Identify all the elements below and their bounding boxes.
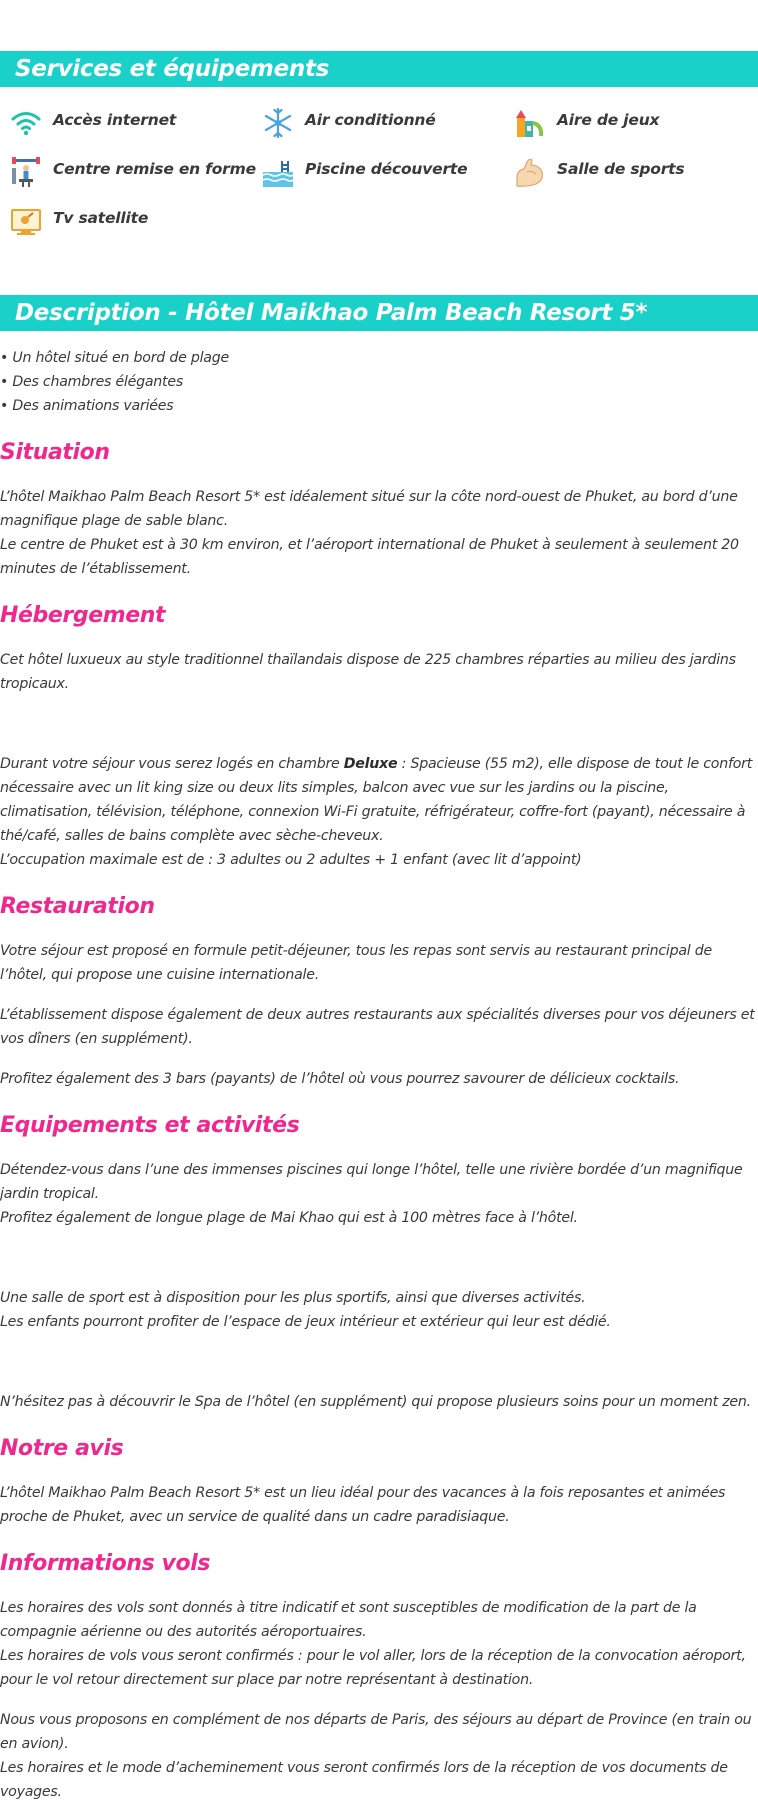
restauration-text: L’établissement dispose également de deux autres restaurants aux spécialités diverses pour vos déjeuners et vos dîners (en supplément). — [0, 1007, 755, 1047]
hebergement-text: Cet hôtel luxueux au style traditionnel thaïlandais dispose de 225 chambres réparties au milieu des jardins tropicaux. — [0, 652, 736, 692]
room-type: Deluxe — [343, 756, 398, 772]
vols-text: Nous vous proposons en complément de nos départs de Paris, des séjours au départ de Province (en train ou en avion). — [0, 1712, 752, 1752]
equipements-text: Une salle de sport est à disposition pour les plus sportifs, ainsi que diverses activités. — [0, 1290, 586, 1306]
service-item-internet — [0, 105, 240, 141]
restauration-text: Votre séjour est proposé en formule petit-déjeuner, tous les repas sont servis au restaurant principal de l’hôtel, qui propose une cuisine internationale. — [0, 943, 712, 983]
situation-text: L’hôtel Maikhao Palm Beach Resort 5* est idéalement situé sur la côte nord-ouest de Phuket, au bord d’une magnifique plage de sable blanc. — [0, 489, 738, 529]
service-label: Air conditionné — [305, 111, 436, 129]
service-label: Accès internet — [53, 111, 177, 129]
fitness-icon — [10, 156, 42, 188]
heading-hebergement: Hébergement — [0, 603, 166, 628]
list-item: • Des animations variées — [0, 398, 174, 414]
service-item-aircon — [252, 105, 492, 141]
equipements-text: Détendez-vous dans l’une des immenses piscines qui longe l’hôtel, telle une rivière bordée d’un magnifique jardin tropical. — [0, 1162, 743, 1202]
muscle-icon — [514, 156, 546, 188]
highlights-list — [0, 346, 756, 418]
pool-icon — [262, 156, 294, 188]
snowflake-icon — [262, 107, 294, 139]
list-item: • Un hôtel situé en bord de plage — [0, 350, 229, 366]
service-label: Salle de sports — [557, 160, 685, 178]
equipements-text: Profitez également de longue plage de Mai Khao qui est à 100 mètres face à l’hôtel. — [0, 1210, 578, 1226]
restauration-text: Profitez également des 3 bars (payants) de l’hôtel où vous pourrez savourer de délicieux cocktails. — [0, 1071, 680, 1087]
list-item: • Des chambres élégantes — [0, 374, 183, 390]
service-item-playground — [504, 105, 744, 141]
heading-restauration: Restauration — [0, 894, 155, 919]
service-label: Tv satellite — [53, 209, 149, 227]
vols-text: Les horaires de vols vous seront confirmés : pour le vol aller, lors de la réception de la convocation aéroport, pour le vol retour directement sur place par notre représentant à destination. — [0, 1648, 746, 1688]
playground-icon — [514, 107, 546, 139]
vols-text: Les horaires et le mode d’acheminement vous seront confirmés lors de la réception de vos documents de voyages. — [0, 1760, 728, 1800]
service-item-tv — [0, 203, 240, 239]
hebergement-occupancy: L’occupation maximale est de : 3 adultes ou 2 adultes + 1 enfant (avec lit d’appoint) — [0, 852, 582, 868]
hebergement-room-text: Durant votre séjour vous serez logés en chambre Deluxe : Spacieuse (55 m2), elle dispose de tout le confort nécessaire avec un lit king size ou deux lits simples, balcon avec vue sur les jardins ou la piscine, climatisation, télévision, téléphone, connexion Wi-Fi gratuite, réfrigérateur, coffre-fort (payant), nécessaire à thé/café, salles de bains complète avec sèche-cheveux. — [0, 756, 753, 844]
service-item-pool — [252, 154, 492, 190]
description-content — [0, 346, 756, 1804]
service-item-gym — [504, 154, 744, 190]
heading-avis: Notre avis — [0, 1436, 124, 1461]
vols-text: Les horaires des vols sont donnés à titre indicatif et sont susceptibles de modification de la part de la compagnie aérienne ou des autorités aéroportuaires. — [0, 1600, 697, 1640]
heading-equipements: Equipements et activités — [0, 1113, 300, 1138]
wifi-icon — [10, 107, 42, 139]
service-label: Aire de jeux — [557, 111, 660, 129]
services-title: Services et équipements — [0, 51, 758, 87]
service-label: Centre remise en forme — [53, 160, 256, 178]
heading-vols: Informations vols — [0, 1551, 211, 1576]
heading-situation: Situation — [0, 440, 110, 465]
service-item-fitness — [0, 154, 256, 190]
situation-text: Le centre de Phuket est à 30 km environ, et l’aéroport international de Phuket à seulement à seulement 20 minutes de l’établissement. — [0, 537, 739, 577]
service-label: Piscine découverte — [305, 160, 468, 178]
equipements-text: Les enfants pourront profiter de l’espace de jeux intérieur et extérieur qui leur est dédié. — [0, 1314, 611, 1330]
tv-icon — [10, 205, 42, 237]
description-title: Description - Hôtel Maikhao Palm Beach Resort 5* — [0, 295, 758, 331]
equipements-text: N’hésitez pas à découvrir le Spa de l’hôtel (en supplément) qui propose plusieurs soins pour un moment zen. — [0, 1394, 751, 1410]
avis-text: L’hôtel Maikhao Palm Beach Resort 5* est un lieu idéal pour des vacances à la fois reposantes et animées proche de Phuket, avec un service de qualité dans un cadre paradisiaque. — [0, 1485, 726, 1525]
